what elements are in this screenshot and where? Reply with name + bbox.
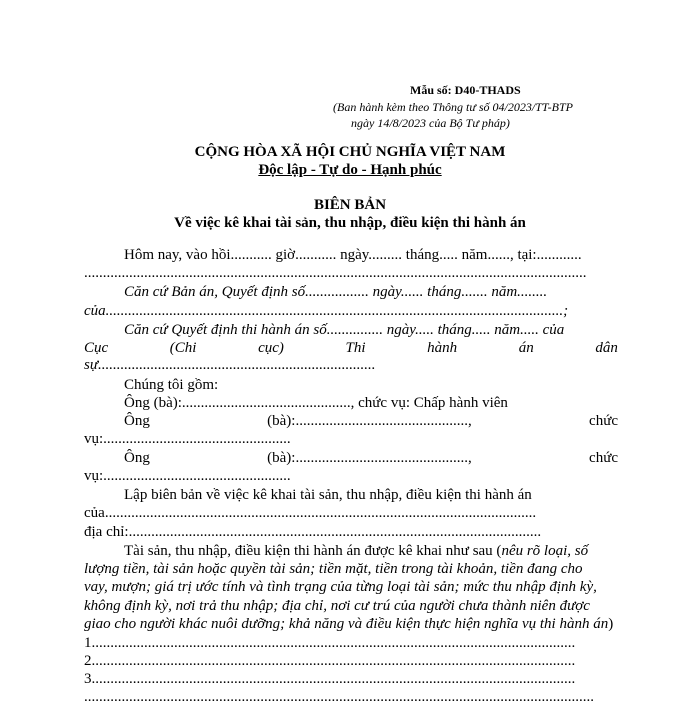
agency-word: dân [595,340,618,356]
participant-3-position: vụ:.................................................. [84,468,291,484]
agency-continuation: sự.......................................................................... [84,357,376,373]
participant-2-word: Ông [124,413,150,429]
form-code: Mẫu số: D40-THADS [410,83,521,97]
agency-line [84,341,618,356]
participant-2-word: (bà):.............................................., [267,413,472,429]
participant-2-word: chức [589,413,618,429]
legal-basis-judgment-of: của..........................................................................................................................; [84,304,569,319]
agency-word: cục) [258,340,284,356]
item-1: 1................................................................................................................................. [84,636,576,651]
participant-3 [124,451,618,466]
national-title: CỘNG HÒA XÃ HỘI CHỦ NGHĨA VIỆT NAM [194,144,506,160]
participant-3-word: chức [589,450,618,466]
participant-2 [124,414,618,429]
agency-word: Thi [345,340,366,356]
participant-2-position: vụ:.................................................. [84,431,291,447]
today-line: Hôm nay, vào hồi........... giờ........... ngày......... tháng..... năm......, tại:............ [124,248,582,263]
national-motto: Độc lập - Tự do - Hạnh phúc [258,162,442,178]
declaration-detail-2: lượng tiền, tài sản hoặc quyền tài sản; tiền mặt, tiền trong tài khoản, tiền đang cho [84,562,583,577]
document-title: BIÊN BẢN [313,197,387,213]
agency-word: Cục [84,340,109,356]
participant-1: Ông (bà):............................................., chức vụ: Chấp hành viên [124,395,508,411]
declaration-intro [124,544,618,559]
declaration-detail-3: vay, mượn; giá trị ước tính và tình trạng của từng loại tài sản; mức thu nhập định kỳ, [84,580,597,595]
legal-basis-judgment: Căn cứ Bản án, Quyết định số................. ngày...... tháng....... năm........ [124,285,548,300]
declaration-close-paren: ) [608,617,614,632]
document-subtitle: Về việc kê khai tài sản, thu nhập, điều kiện thi hành án [174,215,526,231]
participant-3-word: Ông [124,450,150,466]
agency-word: án [518,340,534,356]
declaration-detail-5-text: giao cho người khác nuôi dưỡng; khả năng và điều kiện thực hiện nghĩa vụ thi hành án [84,617,609,632]
address-line: địa chỉ:.............................................................................................................. [84,525,542,540]
declaration-intro-italic: nêu rõ loại, số [501,544,589,559]
record-purpose: Lập biên bản về việc kê khai tài sản, thu nhập, điều kiện thi hành án [124,488,532,503]
declaration-detail-4: không định kỳ, nơi trả thu nhập; địa chỉ, nơi cư trú của người chưa thành niên được [84,599,590,614]
declaration-detail-5 [84,617,618,632]
dotted-line-1: ...................................................................................................................................... [84,266,587,281]
agency-word: hành [427,340,458,356]
dotted-line-2: ........................................................................................................................................ [84,690,594,705]
participants-heading: Chúng tôi gồm: [124,377,219,393]
declaration-intro-text: Tài sản, thu nhập, điều kiện thi hành án được kê khai như sau ( [124,544,502,559]
agency-word: (Chi [169,340,197,356]
participant-3-word: (bà):.............................................., [267,450,472,466]
legal-basis-decision: Căn cứ Quyết định thi hành án số............... ngày..... tháng..... năm..... của [124,323,565,338]
record-purpose-of: của................................................................................................................... [84,506,537,521]
item-2: 2................................................................................................................................. [84,654,576,669]
item-3: 3................................................................................................................................. [84,672,576,687]
issued-note-line1: (Ban hành kèm theo Thông tư số 04/2023/TT-BTP [333,100,573,114]
issued-note-line2: ngày 14/8/2023 của Bộ Tư pháp) [351,116,510,130]
